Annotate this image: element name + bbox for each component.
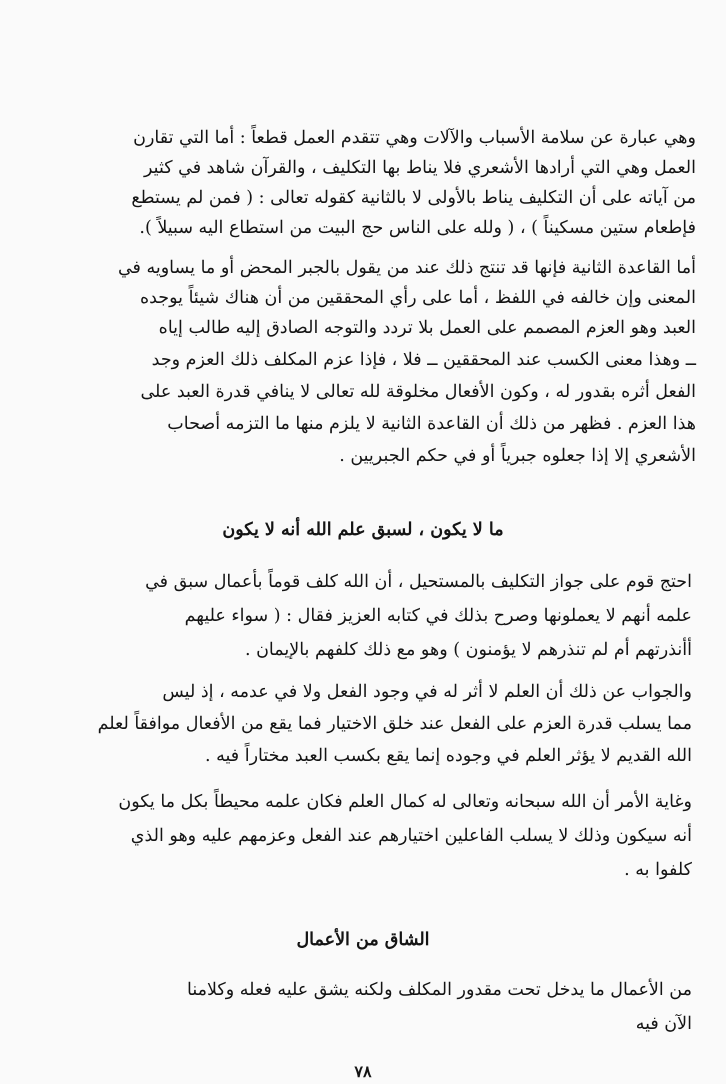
- text-line: أما القاعدة الثانية فإنها قد تنتج ذلك عند من يقول بالجبر المحض أو ما يساويه في: [117, 258, 696, 278]
- text-line: مما يسلب قدرة العزم على الفعل عند خلق الاختيار فما يقع من الأفعال موافقاً لعلم: [97, 714, 692, 734]
- text-line: فإطعام ستين مسكيناً ) ، ( ولله على الناس حج البيت من استطاع اليه سبيلاً ).: [139, 218, 696, 238]
- text-line: المعنى وإن خالفه في اللفظ ، أما على رأي المحققين من أن هناك شيئاً يوجده: [139, 288, 696, 308]
- section-heading: الشاق من الأعمال: [296, 930, 430, 950]
- text-line: من الأعمال ما يدخل تحت مقدور المكلف ولكنه يشق عليه فعله وكلامنا: [187, 980, 692, 1000]
- text-line: وهي عبارة عن سلامة الأسباب والآلات وهي تتقدم العمل قطعاً : أما التي تقارن: [133, 128, 696, 148]
- text-line: الآن فيه: [635, 1014, 692, 1034]
- text-line: علمه أنهم لا يعملونها وصرح بذلك في كتابه العزيز فقال : ( سواء عليهم: [184, 606, 692, 626]
- text-line: الأشعري إلا إذا جعلوه جبرياً أو في حكم الجبريين .: [339, 446, 696, 466]
- text-line: وغاية الأمر أن الله سبحانه وتعالى له كمال العلم فكان علمه محيطاً بكل ما يكون: [118, 792, 692, 812]
- text-line: احتج قوم على جواز التكليف بالمستحيل ، أن الله كلف قوماً بأعمال سبق في: [145, 572, 692, 592]
- text-line: كلفوا به .: [624, 860, 692, 880]
- page-number: ٧٨: [354, 1062, 372, 1081]
- text-line: هذا العزم . فظهر من ذلك أن القاعدة الثانية لا يلزم منها ما التزمه أصحاب: [167, 414, 696, 434]
- text-line: العبد وهو العزم المصمم على العمل بلا تردد والتوجه الصادق إليه طالب إياه: [158, 318, 696, 338]
- text-line: الفعل أثره بقدور له ، وكون الأفعال مخلوقة لله تعالى لا ينافي قدرة العبد على: [140, 382, 696, 402]
- text-line: أأنذرتهم أم لم تنذرهم لا يؤمنون ) وهو مع ذلك كلفهم بالإيمان .: [244, 640, 692, 660]
- text-line: العمل وهي التي أرادها الأشعري فلا يناط بها التكليف ، والقرآن شاهد في كثير: [144, 158, 696, 178]
- text-line: والجواب عن ذلك أن العلم لا أثر له في وجود الفعل ولا في عدمه ، إذ ليس: [162, 682, 692, 702]
- text-line: من آياته على أن التكليف يناط بالأولى لا بالثانية كقوله تعالى : ( فمن لم يستطع: [131, 188, 696, 208]
- text-line: ــ وهذا معنى الكسب عند المحققين ــ فلا ، فإذا عزم المكلف ذلك العزم وجد: [151, 350, 696, 370]
- section-heading: ما لا يكون ، لسبق علم الله أنه لا يكون: [222, 520, 504, 540]
- text-line: أنه سيكون وذلك لا يسلب الفاعلين اختيارهم عند الفعل وعزمهم عليه وهو الذي: [130, 826, 692, 846]
- text-line: الله القديم لا يؤثر العلم في وجوده إنما يقع بكسب العبد مختاراً فيه .: [205, 746, 692, 766]
